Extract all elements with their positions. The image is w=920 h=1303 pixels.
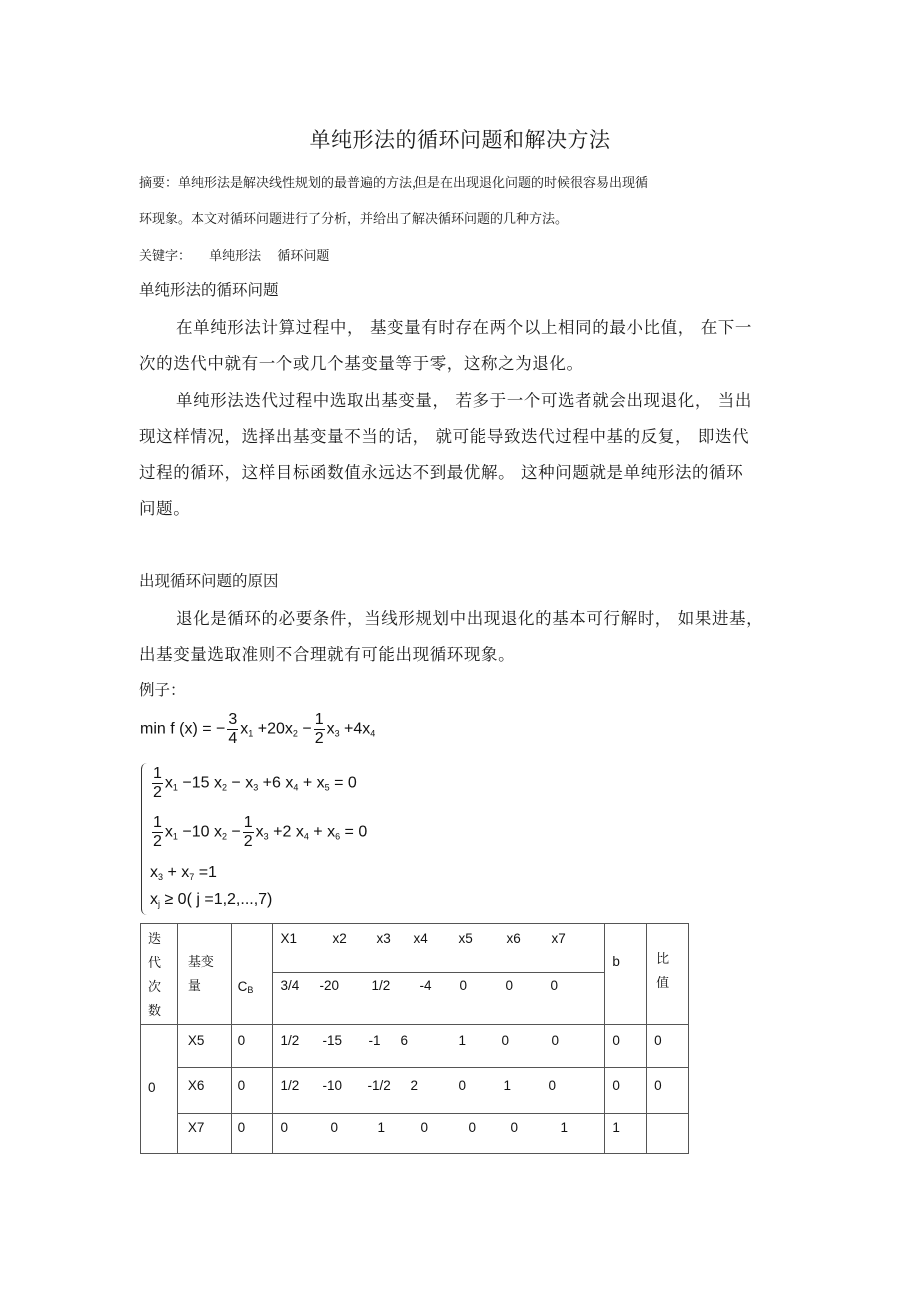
header-ratio: 比 值: [647, 924, 689, 1025]
example-label: 例子：: [139, 681, 186, 699]
paragraph-3-line-2: 出基变量选取准则不合理就有可能出现循环现象。: [139, 645, 516, 664]
row-coefficients: 1/2 -15 -1 6 1 0 0: [273, 1025, 605, 1068]
header-iteration: 迭 代 次 数: [141, 924, 178, 1025]
abstract-label: 摘要：: [139, 176, 179, 191]
header-costs: 3/4 -20 1/2 -4 0 0 0: [273, 973, 605, 1025]
objective-function: min f (x) = − $\frac{3}{4}$ $x_1 +20x_2$ − $\frac{1}{2}$ $x_3 +4x_4$: [140, 711, 376, 747]
paragraph-2-line-2: 现这样情况，选择出基变量不当的话， 就可能导致迭代过程中基的反复， 即迭代: [139, 427, 750, 446]
abstract-line-2: 环现象。本文对循环问题进行了分析，并给出了解决循环问题的几种方法。: [139, 212, 569, 227]
constraint-3: $x_3 + x_7 =1$: [150, 864, 217, 882]
iteration-number: 0: [141, 1025, 178, 1154]
row-cb: 0: [231, 1114, 273, 1154]
row-coefficients: 0 0 1 0 0 0 1: [273, 1114, 605, 1154]
fraction-3-4: $\frac{3}{4}$: [228, 711, 238, 747]
abstract-text-a: 单纯形法是解决线性规划的最普遍的方法，: [178, 176, 426, 191]
paragraph-1-line-2: 次的迭代中就有一个或几个基变量等于零，这称之为退化。: [139, 354, 584, 373]
row-basis: X7: [177, 1114, 231, 1154]
row-basis: X6: [177, 1068, 231, 1114]
keyword-1: 单纯形法: [209, 249, 262, 264]
section-heading-loop-problem: 单纯形法的循环问题: [139, 281, 279, 299]
constraint-nonnegativity: $x_j \ge 0$( j =1,2,...,7): [150, 891, 273, 909]
constraint-brace: [141, 763, 150, 915]
header-cb: $C_B$: [231, 924, 273, 1025]
header-basis: 基变 量: [177, 924, 231, 1025]
row-basis: X5: [177, 1025, 231, 1068]
row-cb: 0: [231, 1025, 273, 1068]
row-coefficients: 1/2 -10 -1/2 2 0 1 0: [273, 1068, 605, 1114]
paragraph-3-line-1: 退化是循环的必要条件，当线形规划中出现退化的基本可行解时， 如果进基，: [176, 609, 764, 628]
row-b: 1: [605, 1114, 647, 1154]
simplex-tableau: [140, 923, 689, 1154]
constraint-1: $\frac{1}{2}$ $x_1 -15$ $x_2 - x_3 +6$ $x_4 + x_5 = 0$: [153, 765, 357, 801]
header-b: b: [605, 924, 647, 1025]
paragraph-2-line-4: 问题。: [139, 499, 191, 518]
paragraph-2-line-3: 过程的循环，这样目标函数值永远达不到最优解。 这种问题就是单纯形法的循环: [139, 463, 744, 482]
keywords-label: 关键字：: [139, 249, 192, 264]
fraction-1-2: $\frac{1}{2}$: [314, 711, 324, 747]
row-ratio: 0: [647, 1025, 689, 1068]
keywords-line: [139, 245, 329, 264]
abstract-line-1: [139, 172, 425, 191]
section-heading-cause: 出现循环问题的原因: [139, 572, 279, 590]
row-ratio: [647, 1114, 689, 1154]
paragraph-2-line-1: 单纯形法迭代过程中选取出基变量， 若多于一个可选者就会出现退化， 当出: [176, 391, 752, 410]
row-b: 0: [605, 1025, 647, 1068]
row-cb: 0: [231, 1068, 273, 1114]
paragraph-1-line-1: 在单纯形法计算过程中， 基变量有时存在两个以上相同的最小比值， 在下一: [176, 318, 752, 337]
constraint-2: $\frac{1}{2}$ $x_1 -10$ $x_2$ − $\frac{1}{2}$ $x_3 +2$ $x_4 + x_6 = 0$: [153, 814, 368, 850]
header-variables: X1 x2 x3 x4 x5 x6 x7: [273, 924, 605, 973]
document-title: 单纯形法的循环问题和解决方法: [309, 128, 611, 152]
row-ratio: 0: [647, 1068, 689, 1114]
abstract-text-b: 但是在出现退化问题的时候很容易出现循: [414, 176, 649, 191]
row-b: 0: [605, 1068, 647, 1114]
keyword-2: 循环问题: [277, 249, 330, 264]
